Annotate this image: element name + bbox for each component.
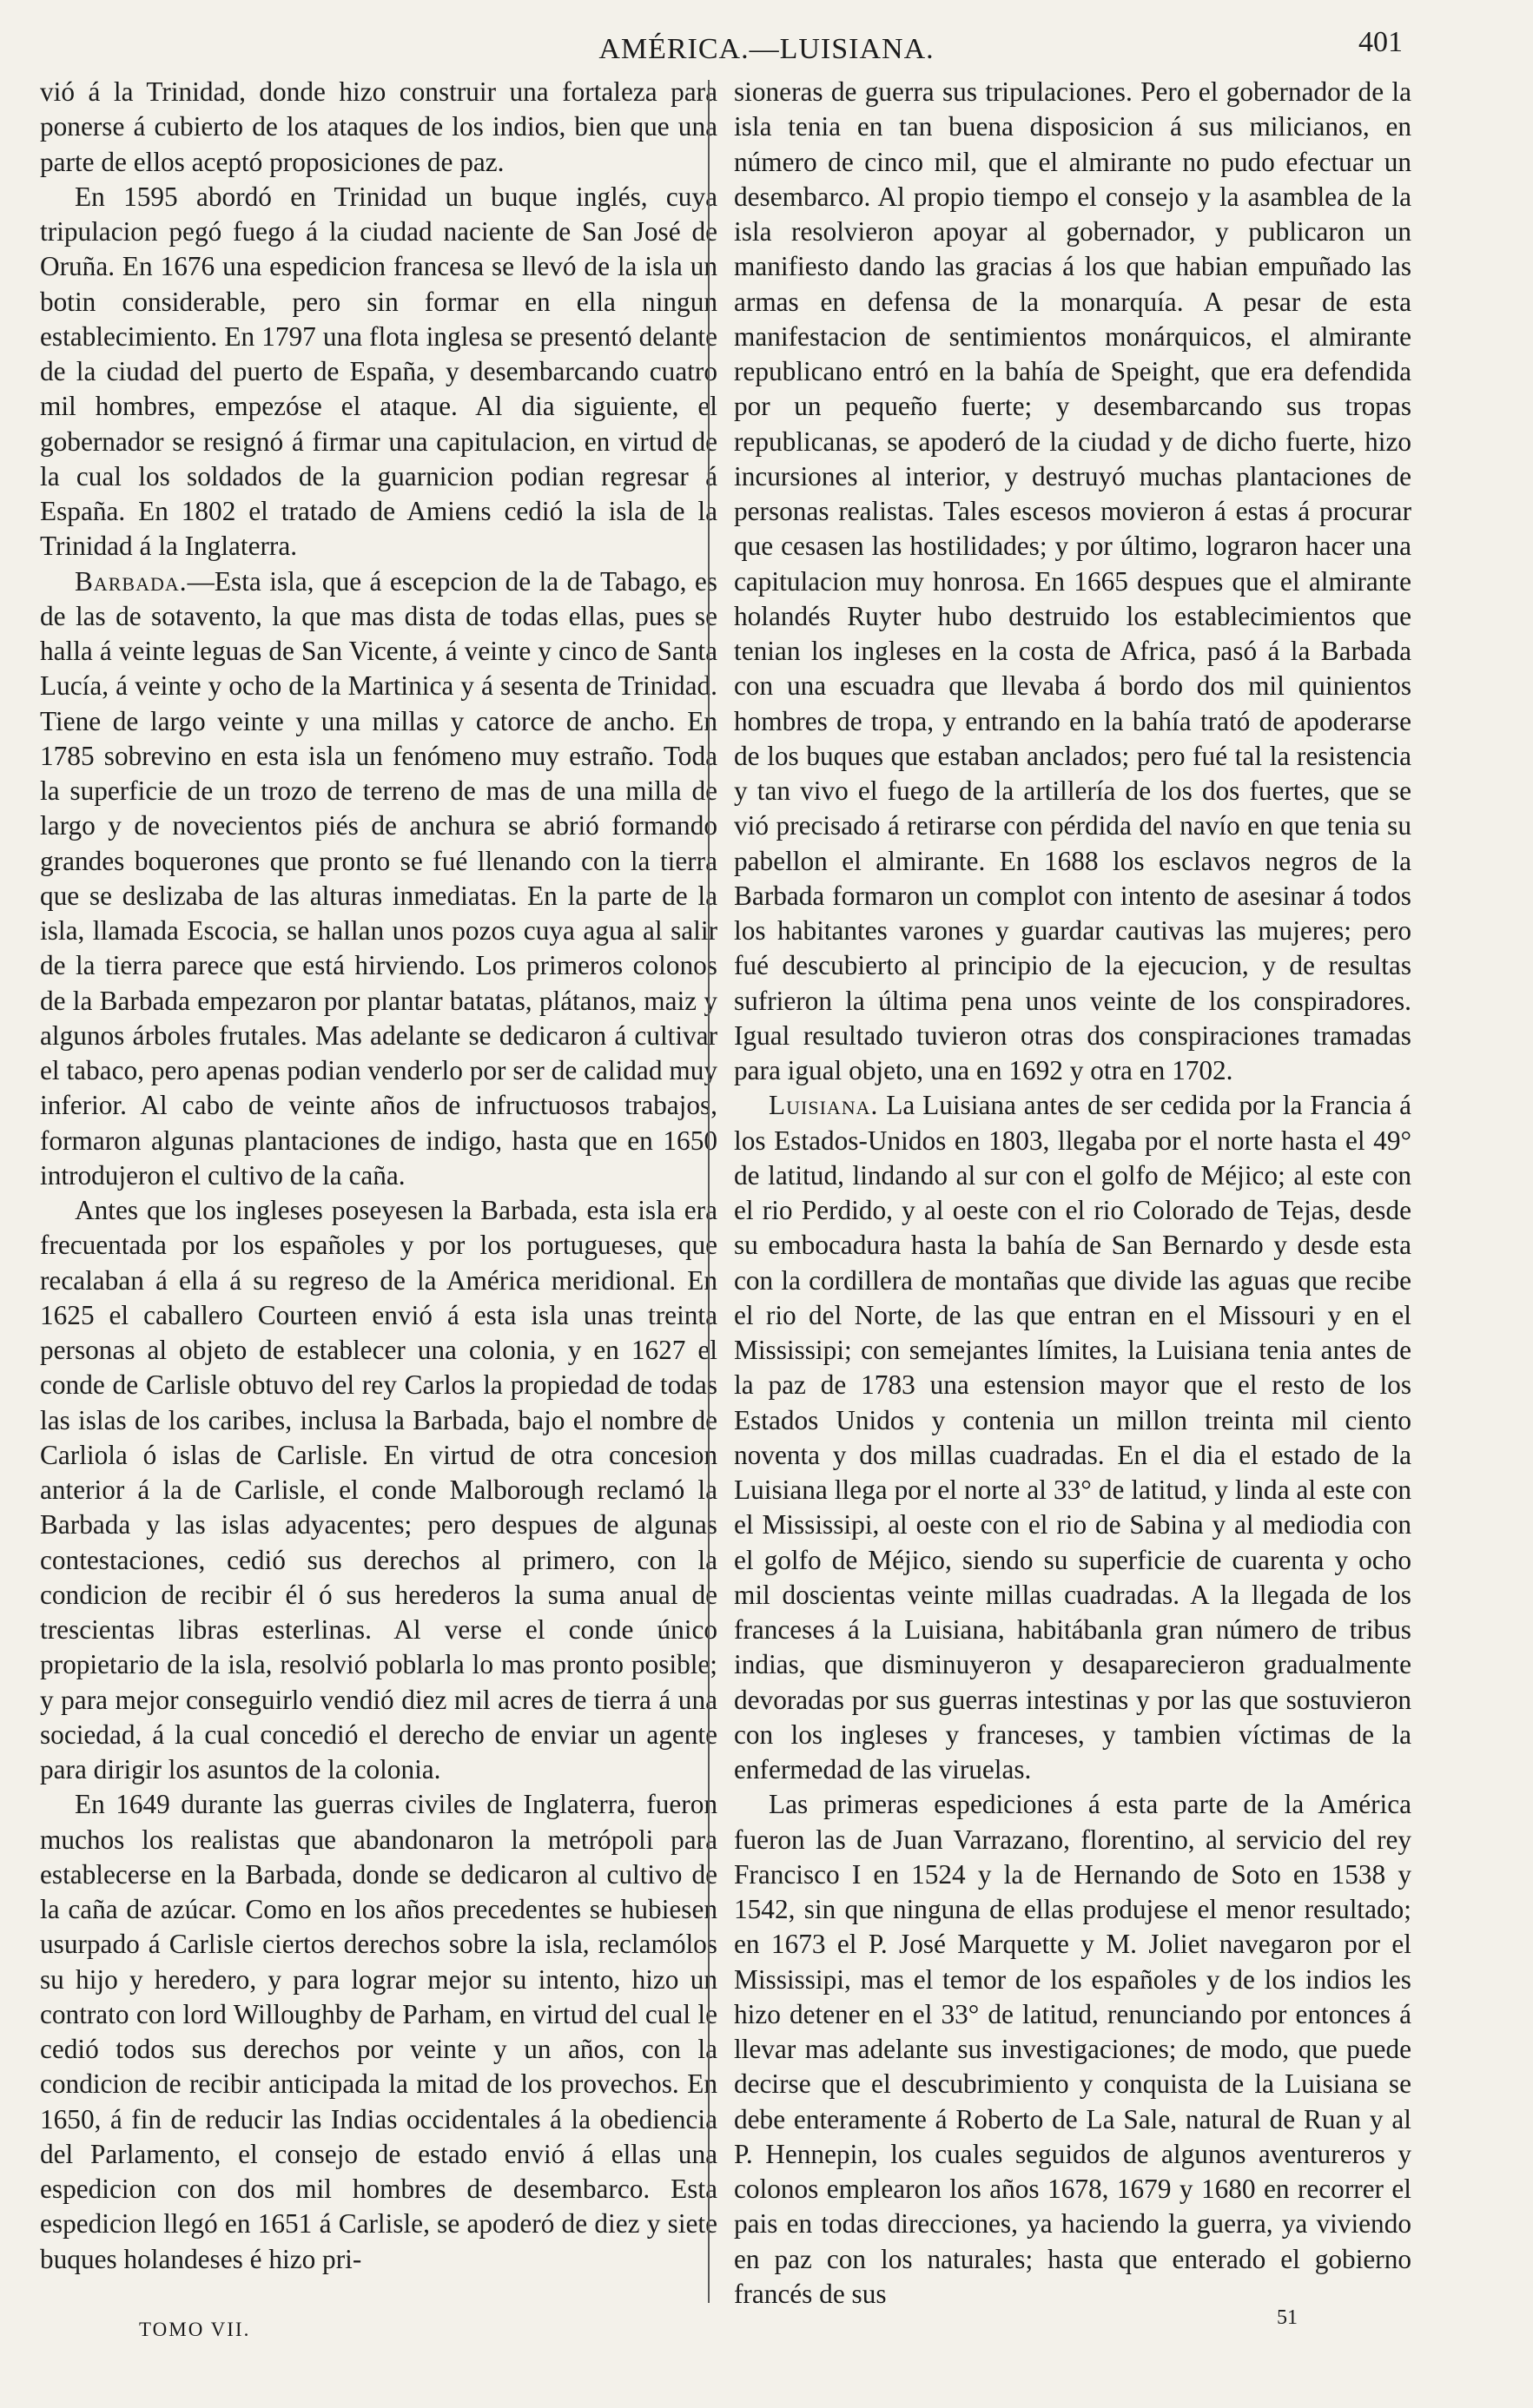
paragraph: Antes que los ingleses poseyesen la Barbada, esta isla era frecuentada por los españoles y por los portugueses, que recalaban á ella á su regreso de la América meridional. En 1625 el caballero Courteen envió á esta isla unas treinta personas al objeto de establecer una colonia, y en 1627 el conde de Carlisle obtuvo del rey Carlos la propiedad de todas las islas de los caribes, inclusa la Barbada, bajo el nombre de Carliola ó islas de Carlisle. En virtud de otra concesion anterior á la de Carlisle, el conde Malborough reclamó la Barbada y las islas adyacentes; pero despues de algunas contestaciones, cedió sus derechos al primero, con la condicion de recibir él ó sus herederos la suma anual de trescientas libras esterlinas. Al verse el conde único propietario de la isla, resolvió poblarla lo mas pronto posible; y para mejor conseguirlo vendió diez mil acres de tierra á una sociedad, á la cual concedió el derecho de enviar un agente para dirigir los asuntos de la colonia. bbox=[40, 1195, 717, 1785]
signature-mark: 51 bbox=[1277, 2306, 1298, 2329]
paragraph: vió á la Trinidad, donde hizo construir una fortaleza para ponerse á cubierto de los ataques de los indios, bien que una parte de ellos aceptó proposiciones de paz. bbox=[40, 76, 717, 177]
paragraph-text: —Esta isla, que á escepcion de la de Tabago, es de las de sotavento, la que mas dista de todas ellas, pues se halla á veinte leguas de San Vicente, á veinte y cinco de Santa Lucía, á veinte y ocho de la Martinica y á sesenta de Trinidad. Tiene de largo veinte y una millas y catorce de ancho. En 1785 sobrevino en esta isla un fenómeno muy estraño. Toda la superficie de un trozo de terreno de mas de una milla de largo y de novecientos piés de anchura se abrió formando grandes boquerones que pronto se fué llenando con la tierra que se deslizaba de las alturas inmediatas. En la parte de la isla, llamada Escocia, se hallan unos pozos cuya agua al salir de la tierra parece que está hirviendo. Los primeros colonos de la Barbada empezaron por plantar batatas, plátanos, maiz y algunos árboles frutales. Mas adelante se dedicaron á cultivar el tabaco, pero apenas podian venderlo por ser de calidad muy inferior. Al cabo de veinte años de infructuosos trabajos, formaron algunas plantaciones de indigo, hasta que en 1650 introdujeron el cultivo de la caña. bbox=[40, 565, 717, 1191]
section-heading-barbada: Barbada. bbox=[75, 565, 188, 597]
page-number: 401 bbox=[1358, 26, 1403, 58]
column-divider bbox=[708, 80, 710, 2303]
section-heading-luisiana: Luisiana. bbox=[769, 1090, 879, 1121]
paragraph: En 1649 durante las guerras civiles de Inglaterra, fueron muchos los realistas que abandonaron la metrópoli para establecerse en la Barbada, donde se dedicaron al cultivo de la caña de azúcar. Como en los años precedentes se hubiesen usurpado á Carlisle ciertos derechos sobre la isla, reclamólos su hijo y heredero, y para lograr mejor su intento, hizo un contrato con lord Willoughby de Parham, en virtud del cual le cedió todos sus derechos por veinte y un años, con la condicion de recibir anticipada la mitad de los provechos. En 1650, á fin de reducir las Indias occidentales á la obediencia del Parlamento, el consejo de estado envió á ellas una espedicion con dos mil hombres de desembarco. Esta espedicion llegó en 1651 á Carlisle, se apoderó de diez y siete buques holandeses é hizo pri- bbox=[40, 1789, 717, 2274]
running-header: AMÉRICA.—LUISIANA. bbox=[598, 33, 935, 65]
paragraph: En 1595 abordó en Trinidad un buque inglés, cuya tripulacion pegó fuego á la ciudad naciente de San José de Oruña. En 1676 una espedicion francesa se llevó de la isla un botin considerable, pero sin formar en ella ningun establecimiento. En 1797 una flota inglesa se presentó delante de la ciudad del puerto de España, y desembarcando cuatro mil hombres, empezóse el ataque. Al dia siguiente, el gobernador se resignó á firmar una capitulacion, en virtud de la cual los soldados de la guarnicion podian regresar á España. En 1802 el tratado de Amiens cedió la isla de la Trinidad á la Inglaterra. bbox=[40, 181, 717, 562]
paragraph: Las primeras espediciones á esta parte de la América fueron las de Juan Varrazano, florentino, al servicio del rey Francisco I en 1524 y la de Hernando de Soto en 1538 y 1542, sin que ninguna de ellas produjese el menor resultado; en 1673 el P. José Marquette y M. Joliet navegaron por el Mississipi, mas el temor de los españoles y de los indios les hizo detener en el 33° de latitud, renunciando por entonces á llevar mas adelante sus investigaciones; de modo, que puede decirse que el descubrimiento y conquista de la Luisiana se debe enteramente á Roberto de La Sale, natural de Ruan y al P. Hennepin, los cuales seguidos de algunos aventureros y colonos emplearon los años 1678, 1679 y 1680 en recorrer el pais en todas direcciones, ya haciendo la guerra, ya viviendo en paz con los naturales; hasta que enterado el gobierno francés de sus bbox=[734, 1789, 1411, 2309]
paragraph-text: La Luisiana antes de ser cedida por la Francia á los Estados-Unidos en 1803, llegaba por el norte hasta el 49° de latitud, lindando al sur con el golfo de Méjico; al este con el rio Perdido, y al oeste con el rio Colorado de Tejas, desde su embocadura hasta la bahía de San Bernardo y desde esta con la cordillera de montañas que divide las aguas que recibe el rio del Norte, de las que entran en el Missouri y en el Mississipi; con semejantes límites, la Luisiana tenia antes de la paz de 1783 una estension mayor que el resto de los Estados Unidos y contenia un millon treinta mil ciento noventa y dos millas cuadradas. En el dia el estado de la Luisiana llega por el norte al 33° de latitud, y linda al este con el Mississipi, al oeste con el rio de Sabina y al mediodia con el golfo de Méjico, siendo su superficie de cuarenta y ocho mil doscientas veinte millas cuadradas. A la llegada de los franceses á la Luisiana, habitábanla gran número de tribus indias, que disminuyeron y desaparecieron gradualmente devoradas por sus guerras intestinas y por las que sostuvieron con los ingleses y franceses, y tambien víctimas de la enfermedad de las viruelas. bbox=[734, 1090, 1411, 1785]
paragraph-barbada bbox=[40, 564, 717, 1194]
paragraph-luisiana bbox=[734, 1088, 1411, 1787]
paragraph: sioneras de guerra sus tripulaciones. Pero el gobernador de la isla tenia en tan buena disposicion á sus milicianos, en número de cinco mil, que el almirante no pudo efectuar un desembarco. Al propio tiempo el consejo y la asamblea de la isla resolvieron apoyar al gobernador, y publicaron un manifiesto dando las gracias á los que habian empuñado las armas en defensa de la monarquía. A pesar de esta manifestacion de sentimientos monárquicos, el almirante republicano entró en la bahía de Speight, que era defendida por un pequeño fuerte; y desembarcando sus tropas republicanas, se apoderó de la ciudad y de dicho fuerte, hizo incursiones al interior, y destruyó muchas plantaciones de personas realistas. Tales escesos movieron á estas á procurar que cesasen las hostilidades; y por último, lograron hacer una capitulacion muy honrosa. En 1665 despues que el almirante holandés Ruyter hubo destruido los establecimientos que tenian los ingleses en la costa de Africa, pasó á la Barbada con una escuadra que llevaba á bordo dos mil quinientos hombres de tropa, y entrando en la bahía trató de apoderarse de los buques que estaban anclados; pero fué tal la resistencia y tan vivo el fuego de la artillería de los dos fuertes, que se vió precisado á retirarse con pérdida del navío en que tenia su pabellon el almirante. En 1688 los esclavos negros de la Barbada formaron un complot con intento de asesinar á todos los habitantes varones y guardar cautivas las mujeres; pero fué descubierto al principio de la ejecucion, y de resultas sufrieron la última pena unos veinte de los conspiradores. Igual resultado tuvieron otras dos conspiraciones tramadas para igual objeto, una en 1692 y otra en 1702. bbox=[734, 76, 1411, 1085]
right-column bbox=[734, 75, 1411, 2312]
volume-label: TOMO VII. bbox=[139, 2319, 251, 2340]
left-column bbox=[40, 75, 717, 2277]
